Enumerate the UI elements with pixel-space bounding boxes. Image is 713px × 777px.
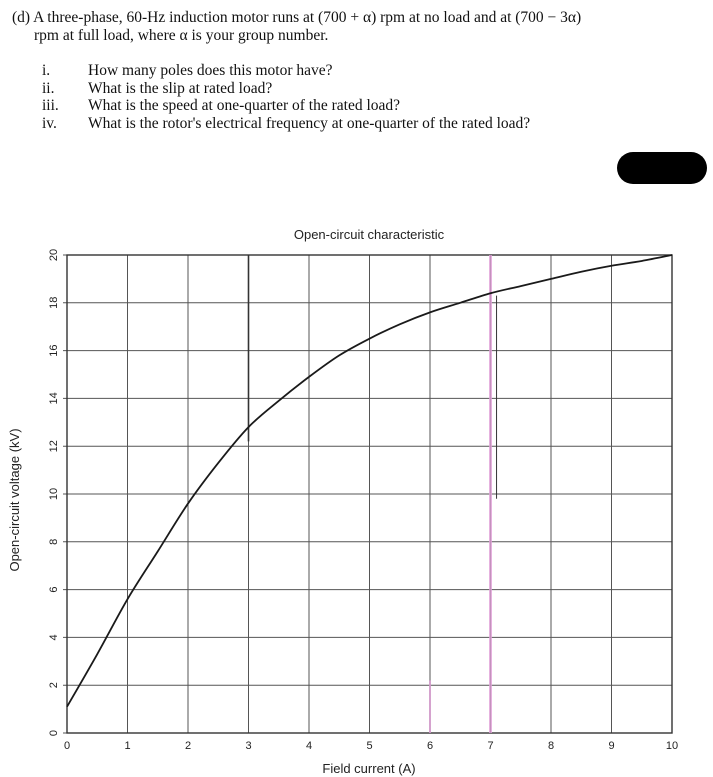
item-text: What is the slip at rated load? (88, 79, 273, 97)
x-tick-label: 6 (426, 740, 434, 752)
y-tick-label: 2 (48, 682, 60, 689)
y-tick-label: 14 (48, 392, 60, 405)
item-number: ii. (42, 79, 55, 97)
x-tick-labels (64, 740, 678, 752)
y-tick-label: 12 (48, 440, 60, 453)
y-tick-label: 18 (48, 296, 60, 309)
y-axis-label: Open-circuit voltage (kV) (7, 428, 22, 572)
item-number: iii. (42, 97, 59, 114)
item-number: iv. (42, 114, 57, 132)
y-tick-labels (48, 249, 60, 736)
x-tick-label: 0 (63, 740, 71, 752)
question-intro-line1: (d) A three-phase, 60-Hz induction motor runs at (700 + α) rpm at no load and at (700 − 3α) (12, 9, 582, 26)
question-intro-line2: rpm at full load, where α is your group number. (34, 27, 329, 44)
y-tick-label: 6 (48, 586, 60, 593)
chart-grid (63, 255, 672, 733)
x-tick-label: 10 (665, 740, 679, 752)
item-text: How many poles does this motor have? (88, 62, 333, 79)
x-tick-label: 3 (245, 740, 252, 752)
y-tick-label: 8 (48, 538, 60, 545)
y-tick-label: 10 (48, 487, 60, 501)
item-text: What is the rotor's electrical frequency at one-quarter of the rated load? (88, 114, 531, 132)
x-tick-label: 7 (487, 740, 494, 752)
y-tick-label: 16 (48, 344, 60, 357)
item-text: What is the speed at one-quarter of the rated load? (88, 97, 401, 114)
x-tick-label: 1 (124, 740, 131, 752)
x-tick-label: 2 (184, 740, 192, 752)
x-tick-label: 4 (305, 740, 313, 752)
x-tick-label: 9 (608, 740, 615, 752)
y-tick-label: 0 (48, 729, 60, 737)
y-tick-label: 4 (48, 634, 60, 641)
x-axis-label: Field current (A) (322, 761, 416, 776)
item-number: i. (42, 62, 51, 79)
x-tick-label: 5 (366, 740, 373, 752)
chart-title: Open-circuit characteristic (293, 227, 445, 242)
x-tick-label: 8 (547, 740, 555, 752)
y-tick-label: 20 (48, 248, 60, 262)
